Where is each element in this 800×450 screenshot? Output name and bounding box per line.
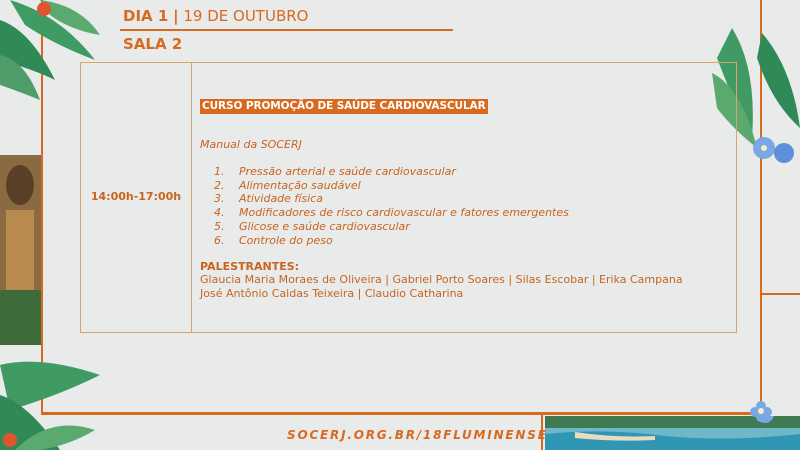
- day-label: DIA 1: [123, 7, 169, 25]
- list-item: [200, 234, 730, 248]
- topic-number: 6.: [214, 233, 225, 247]
- speakers-line-2: José Antônio Caldas Teixeira | Claudio Catharina: [200, 287, 464, 301]
- topic-number: 4.: [214, 206, 225, 220]
- list-item: [200, 179, 730, 193]
- day-date-header: [123, 7, 308, 25]
- topic-number: 5.: [214, 219, 225, 233]
- topic-number: 2.: [214, 178, 225, 192]
- topic-text: Atividade física: [239, 192, 323, 206]
- header-underline: [120, 29, 453, 31]
- topic-list: [200, 165, 730, 247]
- topic-text: Modificadores de risco cardiovascular e fatores emergentes: [239, 206, 569, 220]
- header-separator: |: [173, 7, 179, 25]
- topic-text: Controle do peso: [239, 233, 333, 247]
- list-item: [200, 220, 730, 234]
- session-time: 14:00h-17:00h: [90, 190, 182, 203]
- frame-right-stub: [760, 293, 800, 295]
- course-title: CURSO PROMOÇÃO DE SAÚDE CARDIOVASCULAR: [202, 100, 486, 112]
- topic-text: Glicose e saúde cardiovascular: [239, 219, 410, 233]
- list-item: [200, 192, 730, 206]
- manual-label: Manual da SOCERJ: [200, 138, 302, 151]
- frame-bottom-line: [41, 412, 761, 415]
- list-item: [200, 206, 730, 220]
- room-label: SALA 2: [123, 35, 183, 53]
- palm-leaves-bottom-left-image: [0, 335, 110, 450]
- footer-url-link[interactable]: SOCERJ.ORG.BR/18FLUMINENSE: [287, 428, 548, 442]
- session-details: [200, 94, 730, 301]
- flower-icon: [750, 400, 772, 422]
- speakers-line-1: Glaucia Maria Moraes de Oliveira | Gabriel Porto Soares | Silas Escobar | Erika Campana: [200, 273, 683, 287]
- speakers-heading: PALESTRANTES:: [200, 260, 300, 274]
- topic-text: Pressão arterial e saúde cardiovascular: [239, 165, 456, 178]
- statue-image: [0, 155, 41, 345]
- date-label: 19 DE OUTUBRO: [183, 7, 309, 25]
- topic-number: 1.: [214, 165, 225, 178]
- topic-text: Alimentação saudável: [239, 178, 361, 192]
- column-divider: [191, 63, 192, 332]
- list-item: [200, 165, 730, 179]
- topic-number: 3.: [214, 192, 225, 206]
- schedule-table: [80, 62, 737, 333]
